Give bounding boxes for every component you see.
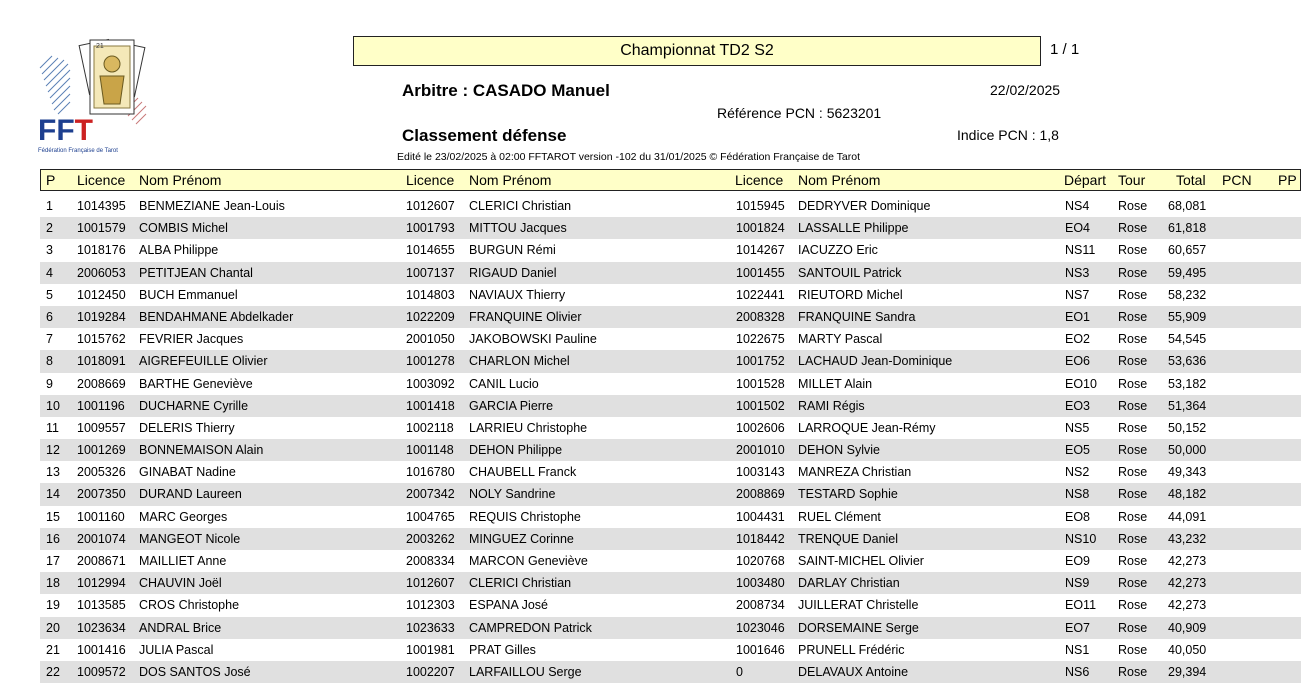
table-header — [40, 169, 1301, 191]
fft-logo — [38, 36, 156, 156]
cell-nom-1: AIGREFEUILLE Olivier — [139, 354, 268, 369]
france-map-hatch — [40, 56, 70, 114]
cell-tour: Rose — [1118, 465, 1148, 480]
cell-nom-1: DUCHARNE Cyrille — [139, 398, 249, 413]
cell-total: 43,232 — [1168, 531, 1207, 546]
cell-nom-2: ESPANA José — [469, 598, 548, 613]
cell-tour: Rose — [1118, 221, 1148, 236]
cell-tour: Rose — [1118, 265, 1148, 280]
cell-total: 42,273 — [1168, 554, 1207, 568]
cell-licence-3: 1001646 — [736, 642, 785, 657]
arbitre-label: Arbitre : CASADO Manuel — [402, 81, 610, 100]
cell-depart: NS5 — [1065, 420, 1090, 435]
cell-licence-3: 2001010 — [736, 443, 785, 458]
cell-depart: NS10 — [1065, 531, 1097, 546]
cell-total: 29,394 — [1168, 664, 1207, 679]
table-row — [40, 328, 1301, 350]
cell-licence-2: 1001148 — [406, 443, 454, 458]
cell-nom-1: CHAUVIN Joël — [139, 576, 222, 591]
cell-nom-3: DEDRYVER Dominique — [798, 199, 931, 213]
cell-tour: Rose — [1118, 664, 1148, 679]
cell-total: 50,000 — [1168, 443, 1207, 458]
col-header-nom-2: Nom Prénom — [469, 172, 552, 188]
cell-tour: Rose — [1118, 487, 1148, 502]
edition-info: Edité le 23/02/2025 à 02:00 FFTAROT version -102 du 31/01/2025 © Fédération Française de Tarot — [397, 151, 861, 163]
cell-nom-3: RAMI Régis — [798, 398, 865, 413]
cell-licence-2: 2003262 — [406, 531, 455, 546]
cell-depart: NS3 — [1065, 265, 1090, 280]
cell-depart: EO6 — [1065, 354, 1091, 369]
cell-total: 40,050 — [1168, 642, 1207, 657]
cell-licence-3: 1022675 — [736, 332, 785, 347]
cell-licence-3: 1020768 — [736, 554, 785, 568]
cell-depart: EO1 — [1065, 309, 1091, 324]
cell-licence-1: 2008671 — [77, 554, 126, 568]
pcn-indice: Indice PCN : 1,8 — [957, 127, 1059, 143]
cell-nom-2: GARCIA Pierre — [469, 398, 554, 413]
cell-licence-2: 1001981 — [406, 642, 455, 657]
col-header-licence-2: Licence — [406, 172, 455, 188]
cell-depart: NS9 — [1065, 576, 1090, 591]
cell-tour: Rose — [1118, 398, 1148, 413]
col-header-p: P — [46, 172, 56, 188]
cell-licence-2: 1001793 — [406, 221, 455, 236]
col-header-depart: Départ — [1064, 172, 1107, 188]
cell-tour: Rose — [1118, 376, 1148, 391]
cell-licence-1: 1018091 — [77, 354, 126, 369]
cell-total: 59,495 — [1168, 265, 1207, 280]
cell-nom-1: BENMEZIANE Jean-Louis — [139, 199, 285, 213]
cell-total: 55,909 — [1168, 309, 1207, 324]
cell-licence-1: 1013585 — [77, 598, 126, 613]
cell-licence-3: 1003480 — [736, 576, 785, 591]
cell-licence-1: 1023634 — [77, 620, 126, 635]
cell-total: 58,232 — [1168, 287, 1207, 302]
cell-nom-2: LARFAILLOU Serge — [469, 664, 582, 679]
table-row — [40, 639, 1301, 661]
table-row — [40, 395, 1301, 417]
cell-tour: Rose — [1118, 287, 1148, 302]
cell-total: 54,545 — [1168, 332, 1207, 347]
cell-licence-1: 2006053 — [77, 265, 126, 280]
cell-licence-3: 1002606 — [736, 420, 785, 435]
cell-nom-2: CANIL Lucio — [469, 376, 539, 391]
cell-nom-3: RUEL Clément — [798, 509, 881, 524]
cell-licence-2: 1001278 — [406, 354, 455, 369]
cell-position: 10 — [46, 398, 60, 413]
cell-nom-2: NAVIAUX Thierry — [469, 287, 566, 302]
cell-depart: NS7 — [1065, 287, 1090, 302]
cell-licence-2: 1014655 — [406, 243, 455, 258]
cell-position: 1 — [46, 199, 53, 213]
cell-licence-1: 1019284 — [77, 309, 126, 324]
cell-nom-1: BENDAHMANE Abdelkader — [139, 309, 294, 324]
cell-nom-3: MANREZA Christian — [798, 465, 912, 480]
cell-nom-1: DOS SANTOS José — [139, 664, 251, 679]
cell-nom-3: LACHAUD Jean-Dominique — [798, 354, 953, 369]
cell-tour: Rose — [1118, 420, 1148, 435]
cell-nom-1: COMBIS Michel — [139, 221, 228, 236]
cell-licence-1: 1009557 — [77, 420, 126, 435]
cell-licence-3: 1023046 — [736, 620, 785, 635]
cell-position: 9 — [46, 376, 53, 391]
cell-position: 19 — [46, 598, 60, 613]
cell-position: 2 — [46, 221, 53, 236]
table-row — [40, 284, 1301, 306]
cell-tour: Rose — [1118, 332, 1148, 347]
cell-nom-2: CAMPREDON Patrick — [469, 620, 592, 635]
cell-nom-1: DURAND Laureen — [139, 487, 242, 502]
cell-licence-3: 2008869 — [736, 487, 785, 502]
cell-licence-2: 1022209 — [406, 309, 455, 324]
cell-tour: Rose — [1118, 354, 1148, 369]
cell-nom-2: REQUIS Christophe — [469, 509, 581, 524]
cell-nom-3: JUILLERAT Christelle — [798, 598, 919, 613]
cell-total: 53,636 — [1168, 354, 1207, 369]
cell-nom-2: CLERICI Christian — [469, 576, 572, 591]
cell-nom-3: MILLET Alain — [798, 376, 873, 391]
cell-depart: NS1 — [1065, 642, 1090, 657]
cell-licence-2: 1002207 — [406, 664, 455, 679]
cell-depart: NS4 — [1065, 199, 1090, 213]
cell-depart: NS2 — [1065, 465, 1090, 480]
cell-licence-1: 2007350 — [77, 487, 126, 502]
cell-nom-1: BARTHE Geneviève — [139, 376, 253, 391]
cell-tour: Rose — [1118, 576, 1148, 591]
cell-licence-2: 2007342 — [406, 487, 455, 502]
cell-licence-3: 2008734 — [736, 598, 785, 613]
cell-total: 61,818 — [1168, 221, 1207, 236]
cell-tour: Rose — [1118, 531, 1148, 546]
cell-nom-1: MANGEOT Nicole — [139, 531, 241, 546]
col-header-licence-1: Licence — [77, 172, 126, 188]
cell-depart: EO10 — [1065, 376, 1097, 391]
cell-nom-1: BUCH Emmanuel — [139, 287, 238, 302]
cell-depart: EO7 — [1065, 620, 1091, 635]
cell-nom-1: BONNEMAISON Alain — [139, 443, 264, 458]
col-header-tour: Tour — [1118, 172, 1146, 188]
cell-nom-1: ALBA Philippe — [139, 243, 219, 258]
cell-nom-2: LARRIEU Christophe — [469, 420, 588, 435]
cell-nom-2: MITTOU Jacques — [469, 221, 567, 236]
cell-position: 12 — [46, 443, 60, 458]
cell-total: 44,091 — [1168, 509, 1207, 524]
cell-nom-3: PRUNELL Frédéric — [798, 642, 905, 657]
cell-nom-3: IACUZZO Eric — [798, 243, 878, 258]
cell-licence-3: 1014267 — [736, 243, 785, 258]
cell-nom-1: CROS Christophe — [139, 598, 240, 613]
cell-tour: Rose — [1118, 309, 1148, 324]
col-header-nom-3: Nom Prénom — [798, 172, 881, 188]
table-row — [40, 572, 1301, 594]
table-row — [40, 483, 1301, 505]
pcn-reference: Référence PCN : 5623201 — [717, 105, 882, 121]
cell-nom-3: FRANQUINE Sandra — [798, 309, 916, 324]
cell-nom-1: JULIA Pascal — [139, 642, 214, 657]
cell-depart: EO4 — [1065, 221, 1091, 236]
cell-depart: NS8 — [1065, 487, 1090, 502]
cell-nom-3: DELAVAUX Antoine — [798, 664, 909, 679]
cell-nom-3: TESTARD Sophie — [798, 487, 898, 502]
cell-licence-1: 2005326 — [77, 465, 126, 480]
cell-total: 68,081 — [1168, 199, 1207, 213]
cell-tour: Rose — [1118, 620, 1148, 635]
cell-licence-2: 1014803 — [406, 287, 455, 302]
cell-depart: EO5 — [1065, 443, 1091, 458]
cell-tour: Rose — [1118, 199, 1148, 213]
cell-licence-3: 1001502 — [736, 398, 785, 413]
report-date: 22/02/2025 — [990, 82, 1061, 98]
cell-position: 17 — [46, 554, 60, 568]
cell-nom-2: MINGUEZ Corinne — [469, 531, 574, 546]
cell-nom-3: LARROQUE Jean-Rémy — [798, 420, 936, 435]
cell-nom-3: DEHON Sylvie — [798, 443, 880, 458]
cell-depart: EO8 — [1065, 509, 1091, 524]
table-row — [40, 506, 1301, 528]
cell-nom-1: MARC Georges — [139, 509, 228, 524]
cell-position: 4 — [46, 265, 53, 280]
cell-licence-1: 1001416 — [77, 642, 126, 657]
cell-depart: EO2 — [1065, 332, 1091, 347]
cell-licence-2: 1012607 — [406, 576, 455, 591]
cell-licence-3: 1001455 — [736, 265, 785, 280]
cell-tour: Rose — [1118, 598, 1148, 613]
cell-licence-2: 1016780 — [406, 465, 455, 480]
cell-licence-1: 1001196 — [77, 398, 125, 413]
cell-total: 60,657 — [1168, 243, 1207, 258]
cell-nom-3: DARLAY Christian — [798, 576, 900, 591]
cell-position: 13 — [46, 465, 60, 480]
table-row — [40, 439, 1301, 461]
cell-nom-2: CHAUBELL Franck — [469, 465, 577, 480]
cell-licence-1: 1014395 — [77, 199, 126, 213]
cell-licence-2: 1012303 — [406, 598, 455, 613]
cell-licence-3: 0 — [736, 664, 743, 679]
cell-licence-3: 1015945 — [736, 199, 785, 213]
cell-depart: EO3 — [1065, 398, 1091, 413]
cell-nom-2: DEHON Philippe — [469, 443, 563, 458]
cell-position: 16 — [46, 531, 60, 546]
cell-tour: Rose — [1118, 509, 1148, 524]
cell-licence-2: 1012607 — [406, 199, 455, 213]
cell-depart: EO9 — [1065, 554, 1091, 568]
col-header-pp: PP — [1278, 172, 1297, 188]
ranking-table-body — [40, 195, 1301, 683]
table-row — [40, 239, 1301, 261]
cell-total: 50,152 — [1168, 420, 1207, 435]
card-figure-head — [104, 56, 120, 72]
cell-licence-2: 1007137 — [406, 265, 455, 280]
cell-position: 7 — [46, 332, 53, 347]
table-row — [40, 461, 1301, 483]
cell-licence-1: 1012994 — [77, 576, 126, 591]
cell-nom-2: JAKOBOWSKI Pauline — [469, 332, 597, 347]
cell-position: 20 — [46, 620, 60, 635]
cell-position: 3 — [46, 243, 53, 258]
table-row — [40, 195, 1301, 217]
table-row — [40, 594, 1301, 616]
cell-position: 5 — [46, 287, 53, 302]
cell-nom-2: CHARLON Michel — [469, 354, 570, 369]
cell-nom-1: MAILLIET Anne — [139, 554, 227, 568]
cell-licence-3: 1022441 — [736, 287, 785, 302]
cell-position: 18 — [46, 576, 60, 591]
cell-licence-1: 2001074 — [77, 531, 126, 546]
table-row — [40, 661, 1301, 683]
cell-licence-2: 2008334 — [406, 554, 455, 568]
cell-position: 14 — [46, 487, 60, 502]
cell-depart: NS6 — [1065, 664, 1090, 679]
cell-licence-2: 1023633 — [406, 620, 455, 635]
cell-total: 42,273 — [1168, 598, 1207, 613]
cell-nom-1: FEVRIER Jacques — [139, 332, 244, 347]
cell-licence-3: 1003143 — [736, 465, 785, 480]
cell-licence-1: 1012450 — [77, 287, 126, 302]
cell-licence-2: 1003092 — [406, 376, 455, 391]
table-row — [40, 350, 1301, 372]
table-row — [40, 262, 1301, 284]
cell-licence-1: 1001269 — [77, 443, 126, 458]
cell-tour: Rose — [1118, 554, 1148, 568]
cell-nom-3: TRENQUE Daniel — [798, 531, 899, 546]
cell-licence-1: 1009572 — [77, 664, 126, 679]
col-header-nom-1: Nom Prénom — [139, 172, 222, 188]
cell-nom-2: RIGAUD Daniel — [469, 265, 557, 280]
cell-licence-3: 1001824 — [736, 221, 785, 236]
cell-total: 49,343 — [1168, 465, 1207, 480]
table-row — [40, 550, 1301, 572]
cell-tour: Rose — [1118, 243, 1148, 258]
card-figure-body — [100, 76, 124, 104]
cell-depart: EO11 — [1065, 598, 1097, 613]
cell-nom-1: DELERIS Thierry — [139, 420, 235, 435]
report-title: Championnat TD2 S2 — [353, 36, 1041, 66]
cell-nom-3: SANTOUIL Patrick — [798, 265, 902, 280]
cell-nom-3: DORSEMAINE Serge — [798, 620, 919, 635]
cell-nom-3: SAINT-MICHEL Olivier — [798, 554, 924, 568]
cell-nom-1: ANDRAL Brice — [139, 620, 222, 635]
cell-tour: Rose — [1118, 443, 1148, 458]
cell-nom-3: RIEUTORD Michel — [798, 287, 903, 302]
cell-nom-2: CLERICI Christian — [469, 199, 572, 213]
cell-position: 15 — [46, 509, 60, 524]
cell-nom-2: MARCON Geneviève — [469, 554, 588, 568]
cell-position: 6 — [46, 309, 53, 324]
cell-position: 11 — [46, 420, 59, 435]
cell-licence-2: 1002118 — [406, 420, 454, 435]
logo-letters: FFT — [38, 114, 93, 147]
cell-position: 21 — [46, 642, 60, 657]
table-row — [40, 617, 1301, 639]
cell-licence-1: 1018176 — [77, 243, 126, 258]
table-row — [40, 373, 1301, 395]
cell-nom-1: GINABAT Nadine — [139, 465, 236, 480]
cell-tour: Rose — [1118, 642, 1148, 657]
cell-total: 51,364 — [1168, 398, 1207, 413]
cell-licence-1: 1001579 — [77, 221, 126, 236]
cell-total: 40,909 — [1168, 620, 1207, 635]
cell-licence-1: 1001160 — [77, 509, 125, 524]
cell-nom-1: PETITJEAN Chantal — [139, 265, 253, 280]
cell-licence-3: 1001752 — [736, 354, 785, 369]
cell-nom-3: LASSALLE Philippe — [798, 221, 909, 236]
cell-licence-3: 1004431 — [736, 509, 785, 524]
cell-nom-2: FRANQUINE Olivier — [469, 309, 582, 324]
cell-licence-3: 2008328 — [736, 309, 785, 324]
cell-total: 42,273 — [1168, 576, 1207, 591]
cell-depart: NS11 — [1065, 243, 1096, 258]
col-header-licence-3: Licence — [735, 172, 784, 188]
page-number: 1 / 1 — [1050, 41, 1080, 58]
classement-title: Classement défense — [402, 126, 567, 145]
cell-licence-3: 1001528 — [736, 376, 785, 391]
cell-licence-1: 1015762 — [77, 332, 126, 347]
col-header-pcn: PCN — [1222, 172, 1252, 188]
cell-nom-2: NOLY Sandrine — [469, 487, 556, 502]
cell-licence-2: 1001418 — [406, 398, 455, 413]
cell-licence-2: 1004765 — [406, 509, 455, 524]
cell-position: 8 — [46, 354, 53, 369]
table-row — [40, 417, 1301, 439]
cell-licence-2: 2001050 — [406, 332, 455, 347]
col-header-total: Total — [1176, 172, 1206, 188]
table-row — [40, 528, 1301, 550]
cell-licence-3: 1018442 — [736, 531, 785, 546]
cell-position: 22 — [46, 664, 60, 679]
table-row — [40, 217, 1301, 239]
cell-total: 53,182 — [1168, 376, 1207, 391]
table-row — [40, 306, 1301, 328]
cell-total: 48,182 — [1168, 487, 1207, 502]
cell-nom-2: BURGUN Rémi — [469, 243, 556, 258]
cell-nom-2: PRAT Gilles — [469, 642, 536, 657]
logo-caption: Fédération Française de Tarot — [38, 148, 118, 154]
cell-licence-1: 2008669 — [77, 376, 126, 391]
cell-nom-3: MARTY Pascal — [798, 332, 883, 347]
svg-text:21: 21 — [96, 43, 104, 50]
